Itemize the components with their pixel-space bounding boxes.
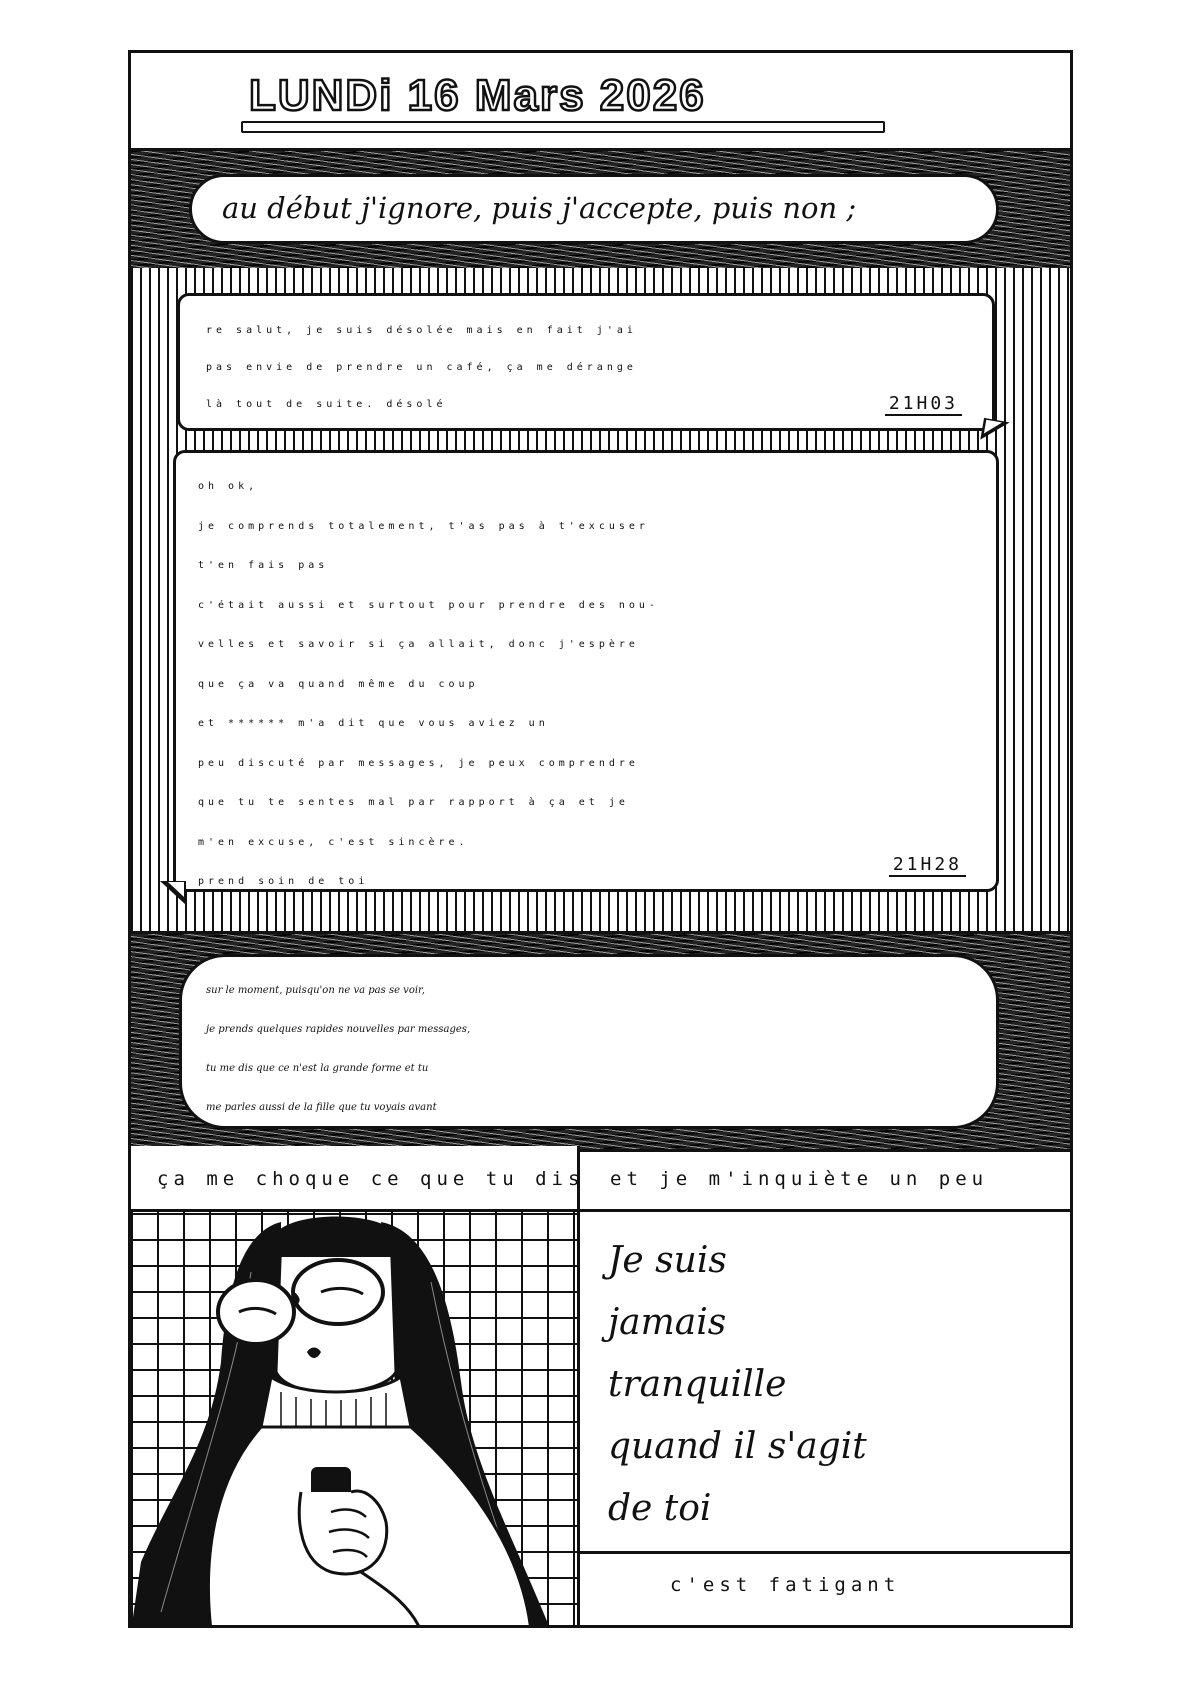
narration-line: tu me dis que ce n'est la grande forme et tu	[206, 1063, 429, 1074]
script-line: de toi	[608, 1488, 712, 1529]
caption-right-bottom: c'est fatigant	[670, 1574, 901, 1596]
title-underline	[241, 121, 885, 133]
panel-left	[131, 1146, 585, 1628]
message-line: oh ok,	[198, 481, 259, 492]
message-line: peu discuté par messages, je peux comprendre	[198, 757, 639, 769]
message-line: que ça va quand même du coup	[198, 678, 479, 690]
message-bubble-1	[177, 293, 995, 431]
handwritten-script-text	[608, 1230, 1048, 1540]
message-line: que tu te sentes mal par rapport à ça et je	[198, 797, 629, 808]
narration-line: sur le moment, puisqu'on ne va pas se voir,	[206, 985, 425, 996]
bottom-row	[131, 1146, 1070, 1628]
message-line: re salut, je suis désolée mais en fait j'ai	[206, 325, 637, 336]
narration-bubble-top	[189, 174, 999, 244]
message-bubble-2	[173, 450, 999, 892]
comic-page	[128, 50, 1073, 1628]
script-line: quand il s'agit	[608, 1426, 867, 1467]
message-line: c'était aussi et surtout pour prendre des nou-	[198, 599, 659, 611]
panel-right	[580, 1146, 1070, 1628]
message-timestamp: 21H03	[885, 394, 962, 416]
narration-text: au début j'ignore, puis j'accepte, puis non ;	[222, 191, 857, 225]
message-line: m'en excuse, c'est sincère.	[198, 836, 469, 848]
caption-box-left	[131, 1146, 585, 1212]
message-line: prend soin de toi	[198, 876, 369, 887]
message-line: velles et savoir si ça allait, donc j'espère	[198, 639, 639, 650]
scribble-band-top	[131, 148, 1070, 274]
narration-line: me parles aussi de la fille que tu voyais avant	[206, 1102, 437, 1113]
script-line: jamais	[608, 1302, 727, 1343]
script-line: tranquille	[608, 1364, 787, 1405]
girl-with-phone-illustration	[131, 1212, 577, 1628]
caption-box-right	[580, 1146, 1070, 1212]
message-line: t'en fais pas	[198, 560, 329, 571]
title-band	[131, 53, 1070, 148]
caption-right-top: et je m'inquiète un peu	[610, 1168, 989, 1190]
striped-background	[131, 268, 1070, 931]
script-line: Je suis	[608, 1240, 727, 1281]
message-line: je comprends totalement, t'as pas à t'excuser	[198, 520, 649, 532]
message-line: et ****** m'a dit que vous aviez un	[198, 718, 549, 729]
narration-bubble-middle	[179, 954, 999, 1129]
message-line: pas envie de prendre un café, ça me dérange	[206, 362, 637, 373]
caption-left: ça me choque ce que tu dis	[157, 1168, 585, 1190]
bubble-tail-inner	[168, 882, 184, 897]
message-timestamp: 21H28	[889, 855, 966, 877]
scribble-band-middle	[131, 931, 1070, 1152]
narration-line: je prends quelques rapides nouvelles par messages,	[206, 1024, 471, 1035]
bubble-tail-inner	[984, 420, 1002, 437]
message-line: là tout de suite. désolé	[206, 399, 447, 410]
page-title: LUNDi 16 Mars 2026	[249, 71, 706, 120]
handwritten-script-area	[580, 1212, 1070, 1554]
